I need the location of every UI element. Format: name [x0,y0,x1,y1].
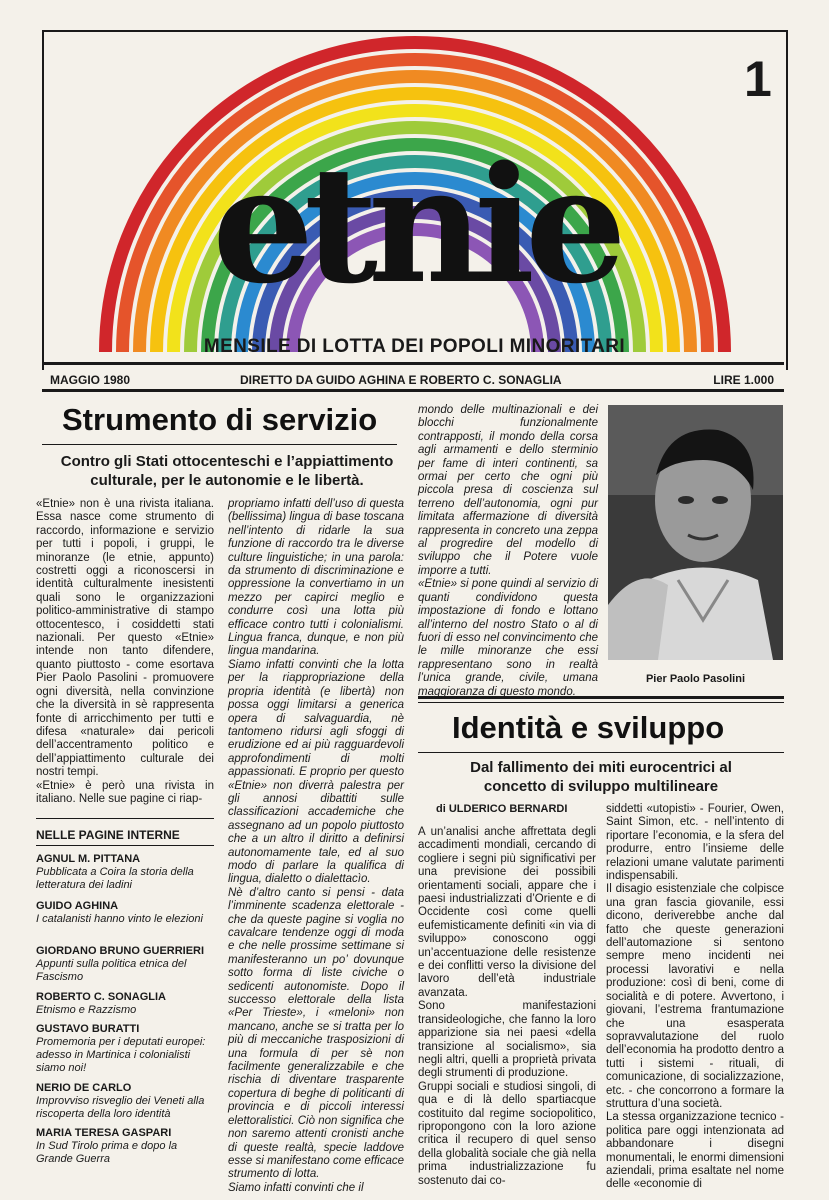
price: LIRE 1.000 [713,373,774,387]
toc-item [36,900,216,926]
toc-article-title: Improvviso risveglio dei Veneti alla riscoperta della loro identità [36,1095,205,1120]
toc-article-title: Etnismo e Razzismo [36,1004,137,1016]
toc-article-title: Pubblicata a Coira la storia della letteratura dei ladini [36,866,194,891]
paragraph: «Etnie» non è una rivista italiana. Essa nasce come strumento di raccordo, informazione e servizio per tutti i popoli, i gruppi, le minoranze (le etnie, appunto) costretti oggi a riconoscersi in identità culturalmente inesistenti quali sono le organizzazioni politico-amministrative di stampo ottocentesco, i cosiddetti stati nazionali. Per questo «Etnie» intende non tanto difendere, quanto piuttosto - come esortava Pier Paolo Pasolini - promuovere ogni diversità, nella convinzione che la diversità in sè rappresenta fonte di arricchimento per tutti e difesa «naturale» dai pericoli dell’accentramento politico e dell’appiattimento culturale dei nostri tempi. [36,498,214,779]
toc-article-title: I catalanisti hanno vinto le elezioni [36,913,203,925]
toc-item [36,853,216,892]
paragraph: Il disagio esistenziale che colpisce una gran fascia giovanile, essi dicono, deriverebbe anche dal fatto che queste generazioni dell’automazione si sentono sempre meno incidenti nei processi lavorativi e nella produzione: così di beni, come di socialità e di potere. Avvertono, i giovani, l’estrema frantumazione che una esasperata sopravvalutazione del ruolo dell’economia ha prodotto dentro a tutti i sistemi - rituali, di comunicazione, di socializzazione, etc. - che concorrono a formare la struttura d’una società. [606,883,784,1110]
paragraph: La stessa organizzazione tecnico - politica pare oggi intenzionata ad abbandonare i disegni monumentali, le enormi dimensioni aziendali, prima esaltate nel nome delle «economie di [606,1111,784,1191]
paragraph: mondo delle multinazionali e dei blocchi funzionalmente contrapposti, il mondo della corsa agli armamenti e dello sterminio per fame di interi continenti, sa ormai per certo che ogni più piccola presa di coscienza sul terreno dell’autonomia, ogni pur limitata affermazione di diversità rappresenta in concreto una zeppa al progredire del modello di sviluppo che il Potere vuole imporre a tutti. [418,404,598,577]
deck-line: Dal fallimento dei miti eurocentrici al [470,759,732,776]
toc-author: ROBERTO C. SONAGLIA [36,991,166,1003]
divider [36,818,214,819]
photo-caption: Pier Paolo Pasolini [645,673,746,685]
toc-author: AGNUL M. PITTANA [36,853,141,865]
portrait-illustration [608,405,783,660]
paragraph: propriamo infatti dell’uso di questa (bellissima) lingua di base toscana nell’intento di ridarle la sua funzione di raccordo tra le diverse culture linguistiche; in una parola: da strumento di discriminazione e oppressione la convertiamo in un mezzo per capirci meglio e condurre così una lotta più efficace contro tutti i colonialismi. Lingua franca, dunque, e non più lingua mandarina. [228,498,404,658]
paragraph: Siamo infatti convinti che il [228,1181,364,1194]
divider [36,845,214,846]
deck-line: culturale, per le autonomie e le libertà. [90,472,364,489]
article2-title: Identità e sviluppo [452,710,725,745]
toc-item [36,1023,216,1075]
divider [418,752,784,753]
paragraph: «Etnie» si pone quindi al servizio di quanti condividono questa impostazione di fondo e lottano all’interno del nostro Stato o al di fuori di esso nel convincimento che le mille minoranze che essi rappresentano sono in realtà l’unica grande, civile, umana maggioranza di questo mondo. [418,578,598,698]
toc-title: NELLE PAGINE INTERNE [36,828,180,842]
directors-line: DIRETTO DA GUIDO AGHINA E ROBERTO C. SONAGLIA [240,373,562,387]
toc-item [36,991,216,1017]
toc-author: GIORDANO BRUNO GUERRIERI [36,945,205,957]
toc-article-title: Appunti sulla politica etnica del Fascismo [36,958,187,983]
article2-column-1 [418,826,596,1188]
toc-author: NERIO DE CARLO [36,1082,132,1094]
paragraph: «Etnie» è però una rivista in italiano. Nelle sue pagine ci riap- [36,779,214,805]
toc-author: GUIDO AGHINA [36,900,119,912]
article2-byline: di ULDERICO BERNARDI [436,803,568,815]
issue-date: MAGGIO 1980 [50,373,131,387]
paragraph: Siamo infatti convinti che la lotta per la riappropriazione della propria identità (e libertà) non possa oggi limitarsi a generica opera di salvaguardia, nè tantomeno ridursi agli sfoggi di erudizione ed ai più ragguardevoli approfondimenti di molti appassionati. E proprio per questo «Etnie» non diverrà palestra per gli annosi dibattiti sulle classificazioni accademiche che assegnano ad un popolo piuttosto che a un altro il diritto a definirsi autonomamente tale, ed al suo modo di parlare la qualifica di lingua, dialetto o dialettacìo. [228,658,404,886]
toc-item [36,945,216,984]
toc-article-title: In Sud Tirolo prima e dopo la Grande Guerra [36,1140,178,1165]
paragraph: Nè d’altro canto si pensi - data l’imminente scadenza elettorale - che da queste pagine si voglia no cavalcare tendenze oggi di moda e che nelle prossime settimane si manifesteranno un po’ dovunque sotto forma di liste civiche o sedicenti autonomiste. Dopo il successo elettorale della lista «Per Trieste», i «meloni» non mancano, anche se si tratta per lo più di meccaniche trasposizioni di una formula di per sè non facilmente generalizzabile e che rischia di diventare trasparente copertura di beghe di politicanti di provincia e di piccoli interessi elettoralistici. Ciò non significa che non saremo attenti cronisti anche di queste realtà, specie laddove esse si manifestano come efficace strumento di lotta. [228,886,404,1181]
issue-number: 1 [744,51,772,107]
toc-author: MARIA TERESA GASPARI [36,1127,172,1139]
logo-etnie: etnie [212,131,617,319]
paragraph: siddetti «utopisti» - Fourier, Owen, Saint Simon, etc. - nell’intento di riportare l’economia, e la sfera del produrre, entro l’insieme delle relazioni umane valutate parimenti indispensabili. [606,803,784,883]
masthead-subtitle: MENSILE DI LOTTA DEI POPOLI MINORITARI [203,336,626,357]
article1-column-3 [418,404,598,699]
divider [42,444,397,445]
deck-line: concetto di sviluppo multilineare [483,778,719,795]
article1-column-2 [228,498,404,1195]
toc-item [36,1082,216,1121]
deck-line: Contro gli Stati ottocenteschi e l’appiattimento [60,453,394,470]
info-bar [42,362,784,392]
article1-deck [42,452,412,490]
toc-item [36,1127,216,1166]
divider [418,696,784,699]
article1-column-1 [36,498,214,806]
paragraph: Sono manifestazioni transideologiche, che fanno la loro apparizione sia nei paesi «della transizione al socialismo», sia negli altri, quelli a proprietà privata degli strumenti di produzione. [418,1000,596,1080]
pasolini-photo [608,405,783,660]
divider [418,702,784,703]
toc-article-title: Promemoria per i deputati europei: adesso in Martinica i colonialisti siamo noi! [36,1036,206,1074]
article2-column-2 [606,803,784,1192]
paragraph: A un’analisi anche affrettata degli accadimenti mondiali, cercando di cogliere i segni più significativi per una previsione dei possibili orientamenti sociali, appare che i paesi industrializzati d’Oriente e di Occidente così come quelli eufemisticamente definiti «in via di sviluppo» conoscono oggi un’accentuazione delle resistenze e dei conflitti verso la divisione del lavoro dell’età industriale avanzata. [418,826,596,999]
toc-author: GUSTAVO BURATTI [36,1023,140,1035]
article1-title: Strumento di servizio [62,402,378,437]
paragraph: Gruppi sociali e studiosi singoli, di qua e di là dello spartiacque costituito dal regime sociopolitico, ripropongono con la loro azione critica il recupero di quel senso della globalità sociale che già nella prima industrializzazione fu sostenuto dai co- [418,1080,596,1187]
article2-deck [418,758,784,796]
